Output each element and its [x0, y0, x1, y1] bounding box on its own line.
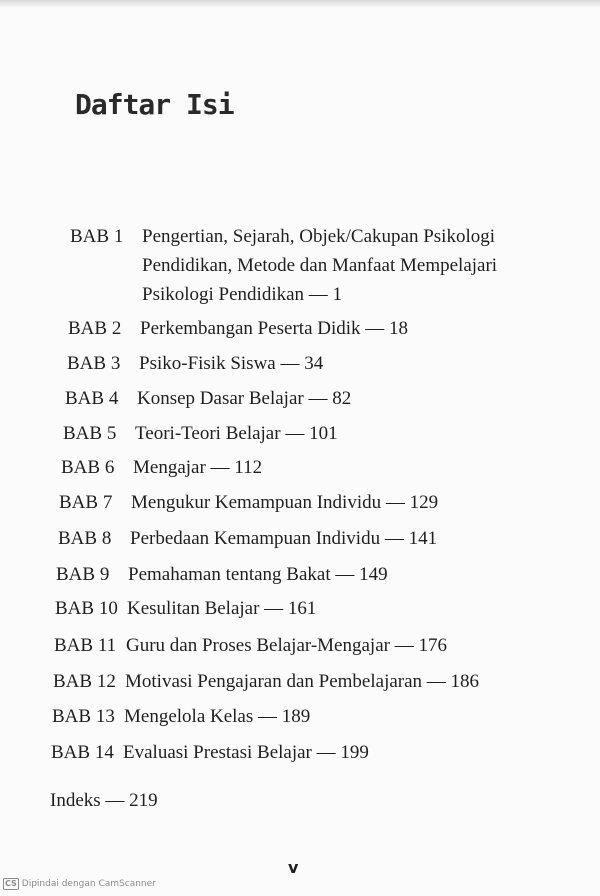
toc-entry-label: BAB 9 [56, 564, 110, 585]
toc-entry-index: Indeks — 219 [50, 790, 158, 811]
toc-entry-label: BAB 12 [53, 671, 116, 692]
toc-entry-label: BAB 1 [70, 226, 124, 247]
toc-entry-title: Teori-Teori Belajar — 101 [135, 423, 338, 444]
camscanner-watermark [3, 878, 156, 890]
toc-entry-title: Mengukur Kemampuan Individu — 129 [131, 492, 439, 513]
toc-entry-title: Mengajar — 112 [133, 457, 263, 478]
toc-entry-title [142, 222, 497, 309]
toc-entry-bab-4 [65, 384, 351, 413]
toc-entry-bab-9 [56, 560, 388, 589]
toc-entry-bab-3 [67, 349, 323, 378]
toc-entry-bab-11 [54, 631, 447, 660]
page-title: Daftar Isi [75, 88, 234, 121]
toc-entry-bab-6 [61, 453, 262, 482]
watermark-text: Dipindai dengan CamScanner [21, 879, 156, 889]
toc-entry-title: Evaluasi Prestasi Belajar — 199 [123, 742, 369, 763]
toc-entry-title: Perkembangan Peserta Didik — 18 [140, 318, 409, 339]
scan-top-edge [0, 0, 600, 8]
toc-entry-label: BAB 13 [52, 706, 115, 727]
toc-entry-label: BAB 8 [58, 528, 112, 549]
toc-entry-line: Psikologi Pendidikan — 1 [142, 284, 343, 305]
toc-entry-title: Guru dan Proses Belajar-Mengajar — 176 [126, 635, 447, 656]
toc-entry-label: BAB 4 [65, 388, 119, 409]
toc-entry-bab-7 [59, 488, 438, 517]
toc-entry-bab-13 [52, 702, 310, 731]
toc-entry-title: Perbedaan Kemampuan Individu — 141 [130, 528, 438, 549]
toc-entry-bab-2 [68, 314, 408, 343]
toc-entry-title: Pemahaman tentang Bakat — 149 [128, 564, 388, 585]
toc-entry-label: BAB 2 [68, 318, 122, 339]
toc-entry-label: BAB 10 [55, 598, 118, 619]
toc-entry-title: Kesulitan Belajar — 161 [127, 598, 317, 619]
toc-entry-label: BAB 7 [59, 492, 113, 513]
toc-entry-title: Mengelola Kelas — 189 [124, 706, 311, 727]
toc-entry-label: BAB 14 [51, 742, 114, 763]
toc-entry-line: Pendidikan, Metode dan Manfaat Mempelajari [142, 255, 498, 276]
toc-entry-label: BAB 5 [63, 423, 117, 444]
toc-entry-title: Konsep Dasar Belajar — 82 [137, 388, 352, 409]
toc-entry-label: BAB 11 [54, 635, 117, 656]
toc-entry-bab-5 [63, 419, 338, 448]
toc-entry-bab-14 [51, 738, 369, 767]
toc-entry-bab-10 [55, 594, 316, 623]
toc-entry-bab-1 [70, 222, 497, 309]
toc-entry-bab-8 [58, 524, 437, 553]
page-number: v [288, 858, 299, 877]
toc-entry-label: BAB 3 [67, 353, 121, 374]
toc-entry-bab-12 [53, 667, 479, 696]
toc-entry-line: Pengertian, Sejarah, Objek/Cakupan Psikologi [142, 226, 496, 247]
toc-entry-title: Psiko-Fisik Siswa — 34 [139, 353, 324, 374]
toc-entry-label: BAB 6 [61, 457, 115, 478]
toc-entry-title: Motivasi Pengajaran dan Pembelajaran — 186 [125, 671, 480, 692]
camscanner-logo-icon: CS [5, 879, 17, 888]
